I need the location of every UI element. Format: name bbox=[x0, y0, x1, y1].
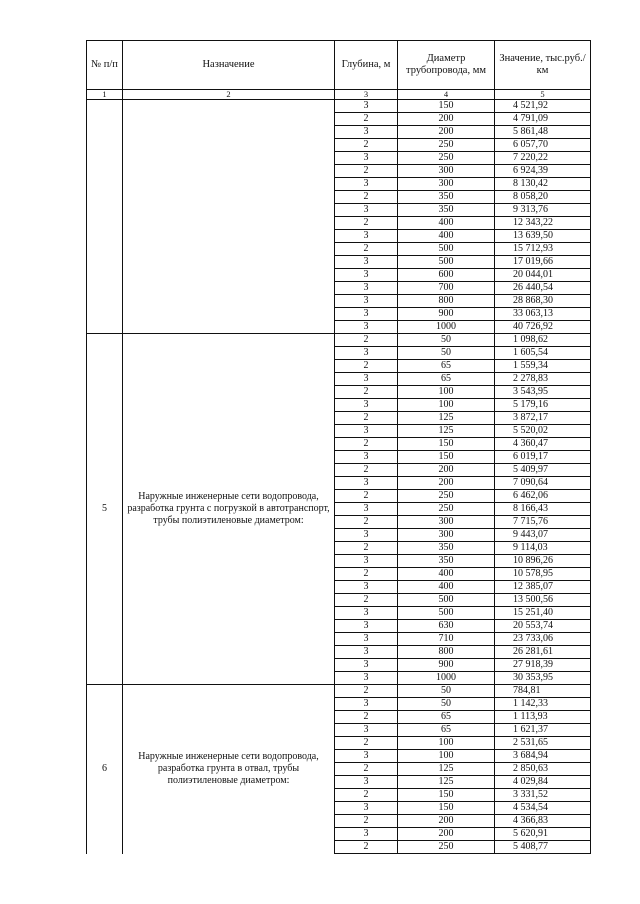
depth-cell: 2 bbox=[335, 243, 398, 256]
diameter-cell: 200 bbox=[398, 828, 495, 841]
depth-cell: 2 bbox=[335, 113, 398, 126]
depth-cell: 3 bbox=[335, 724, 398, 737]
depth-cell: 3 bbox=[335, 100, 398, 113]
depth-cell: 2 bbox=[335, 360, 398, 373]
value-cell: 2 850,63 bbox=[495, 763, 591, 776]
depth-cell: 3 bbox=[335, 828, 398, 841]
diameter-cell: 125 bbox=[398, 425, 495, 438]
depth-cell: 3 bbox=[335, 256, 398, 269]
value-cell: 4 521,92 bbox=[495, 100, 591, 113]
depth-cell: 3 bbox=[335, 581, 398, 594]
value-cell: 1 605,54 bbox=[495, 347, 591, 360]
diameter-cell: 200 bbox=[398, 477, 495, 490]
depth-cell: 3 bbox=[335, 152, 398, 165]
value-cell: 1 113,93 bbox=[495, 711, 591, 724]
diameter-cell: 200 bbox=[398, 126, 495, 139]
diameter-cell: 50 bbox=[398, 698, 495, 711]
diameter-cell: 900 bbox=[398, 659, 495, 672]
value-cell: 4 360,47 bbox=[495, 438, 591, 451]
value-cell: 8 130,42 bbox=[495, 178, 591, 191]
value-cell: 3 331,52 bbox=[495, 789, 591, 802]
col-number: 4 bbox=[398, 90, 495, 100]
depth-cell: 3 bbox=[335, 204, 398, 217]
col-number: 3 bbox=[335, 90, 398, 100]
depth-cell: 3 bbox=[335, 503, 398, 516]
value-cell: 7 090,64 bbox=[495, 477, 591, 490]
depth-cell: 3 bbox=[335, 347, 398, 360]
diameter-cell: 125 bbox=[398, 412, 495, 425]
value-cell: 7 715,76 bbox=[495, 516, 591, 529]
value-cell: 5 520,02 bbox=[495, 425, 591, 438]
column-number-row bbox=[87, 90, 591, 100]
value-cell: 4 791,09 bbox=[495, 113, 591, 126]
diameter-cell: 65 bbox=[398, 360, 495, 373]
depth-cell: 3 bbox=[335, 451, 398, 464]
diameter-cell: 350 bbox=[398, 555, 495, 568]
header-purpose: Назначение bbox=[123, 41, 335, 90]
depth-cell: 2 bbox=[335, 386, 398, 399]
value-cell: 10 896,26 bbox=[495, 555, 591, 568]
value-cell: 4 029,84 bbox=[495, 776, 591, 789]
diameter-cell: 200 bbox=[398, 113, 495, 126]
diameter-cell: 400 bbox=[398, 217, 495, 230]
diameter-cell: 100 bbox=[398, 399, 495, 412]
value-cell: 23 733,06 bbox=[495, 633, 591, 646]
depth-cell: 2 bbox=[335, 139, 398, 152]
value-cell: 17 019,66 bbox=[495, 256, 591, 269]
diameter-cell: 1000 bbox=[398, 321, 495, 334]
diameter-cell: 50 bbox=[398, 685, 495, 698]
value-cell: 10 578,95 bbox=[495, 568, 591, 581]
value-cell: 5 861,48 bbox=[495, 126, 591, 139]
diameter-cell: 500 bbox=[398, 607, 495, 620]
value-cell: 30 353,95 bbox=[495, 672, 591, 685]
table-row bbox=[87, 685, 591, 698]
depth-cell: 3 bbox=[335, 659, 398, 672]
value-cell: 26 281,61 bbox=[495, 646, 591, 659]
value-cell: 13 639,50 bbox=[495, 230, 591, 243]
diameter-cell: 200 bbox=[398, 464, 495, 477]
value-cell: 3 872,17 bbox=[495, 412, 591, 425]
diameter-cell: 150 bbox=[398, 438, 495, 451]
depth-cell: 2 bbox=[335, 217, 398, 230]
diameter-cell: 710 bbox=[398, 633, 495, 646]
depth-cell: 2 bbox=[335, 191, 398, 204]
diameter-cell: 700 bbox=[398, 282, 495, 295]
diameter-cell: 1000 bbox=[398, 672, 495, 685]
depth-cell: 2 bbox=[335, 334, 398, 347]
diameter-cell: 350 bbox=[398, 542, 495, 555]
depth-cell: 2 bbox=[335, 685, 398, 698]
header-depth: Глубина, м bbox=[335, 41, 398, 90]
depth-cell: 3 bbox=[335, 672, 398, 685]
value-cell: 20 553,74 bbox=[495, 620, 591, 633]
diameter-cell: 300 bbox=[398, 178, 495, 191]
value-cell: 784,81 bbox=[495, 685, 591, 698]
diameter-cell: 250 bbox=[398, 490, 495, 503]
diameter-cell: 200 bbox=[398, 815, 495, 828]
diameter-cell: 600 bbox=[398, 269, 495, 282]
value-cell: 1 142,33 bbox=[495, 698, 591, 711]
row-number: 5 bbox=[87, 334, 123, 685]
value-cell: 27 918,39 bbox=[495, 659, 591, 672]
depth-cell: 3 bbox=[335, 802, 398, 815]
depth-cell: 3 bbox=[335, 555, 398, 568]
value-cell: 20 044,01 bbox=[495, 269, 591, 282]
header-row bbox=[87, 41, 591, 90]
diameter-cell: 500 bbox=[398, 256, 495, 269]
row-number bbox=[87, 100, 123, 334]
depth-cell: 3 bbox=[335, 646, 398, 659]
value-cell: 3 543,95 bbox=[495, 386, 591, 399]
depth-cell: 3 bbox=[335, 269, 398, 282]
depth-cell: 3 bbox=[335, 230, 398, 243]
diameter-cell: 65 bbox=[398, 373, 495, 386]
depth-cell: 2 bbox=[335, 763, 398, 776]
value-cell: 8 166,43 bbox=[495, 503, 591, 516]
value-cell: 40 726,92 bbox=[495, 321, 591, 334]
diameter-cell: 300 bbox=[398, 529, 495, 542]
value-cell: 1 559,34 bbox=[495, 360, 591, 373]
value-cell: 6 019,17 bbox=[495, 451, 591, 464]
depth-cell: 3 bbox=[335, 282, 398, 295]
table-row bbox=[87, 100, 591, 113]
diameter-cell: 350 bbox=[398, 191, 495, 204]
depth-cell: 2 bbox=[335, 490, 398, 503]
depth-cell: 3 bbox=[335, 477, 398, 490]
value-cell: 28 868,30 bbox=[495, 295, 591, 308]
depth-cell: 3 bbox=[335, 633, 398, 646]
value-cell: 7 220,22 bbox=[495, 152, 591, 165]
diameter-cell: 250 bbox=[398, 152, 495, 165]
diameter-cell: 800 bbox=[398, 646, 495, 659]
depth-cell: 2 bbox=[335, 815, 398, 828]
depth-cell: 3 bbox=[335, 295, 398, 308]
value-cell: 26 440,54 bbox=[495, 282, 591, 295]
diameter-cell: 350 bbox=[398, 204, 495, 217]
diameter-cell: 400 bbox=[398, 230, 495, 243]
value-cell: 15 251,40 bbox=[495, 607, 591, 620]
diameter-cell: 50 bbox=[398, 347, 495, 360]
value-cell: 1 098,62 bbox=[495, 334, 591, 347]
value-cell: 15 712,93 bbox=[495, 243, 591, 256]
header-num: № п/п bbox=[87, 41, 123, 90]
diameter-cell: 250 bbox=[398, 841, 495, 854]
value-cell: 12 385,07 bbox=[495, 581, 591, 594]
depth-cell: 3 bbox=[335, 126, 398, 139]
diameter-cell: 300 bbox=[398, 516, 495, 529]
value-cell: 9 114,03 bbox=[495, 542, 591, 555]
document-sheet bbox=[86, 40, 590, 854]
depth-cell: 2 bbox=[335, 737, 398, 750]
diameter-cell: 125 bbox=[398, 776, 495, 789]
col-number: 2 bbox=[123, 90, 335, 100]
col-number: 5 bbox=[495, 90, 591, 100]
depth-cell: 2 bbox=[335, 594, 398, 607]
value-cell: 2 531,65 bbox=[495, 737, 591, 750]
diameter-cell: 150 bbox=[398, 100, 495, 113]
diameter-cell: 100 bbox=[398, 737, 495, 750]
value-cell: 8 058,20 bbox=[495, 191, 591, 204]
diameter-cell: 900 bbox=[398, 308, 495, 321]
depth-cell: 3 bbox=[335, 399, 398, 412]
depth-cell: 2 bbox=[335, 711, 398, 724]
depth-cell: 3 bbox=[335, 321, 398, 334]
value-cell: 6 462,06 bbox=[495, 490, 591, 503]
purpose-cell: Наружные инженерные сети водопровода, разработка грунта в отвал, трубы полиэтиленовые диаметром: bbox=[123, 685, 335, 854]
depth-cell: 2 bbox=[335, 165, 398, 178]
diameter-cell: 50 bbox=[398, 334, 495, 347]
cost-table bbox=[86, 40, 591, 854]
value-cell: 13 500,56 bbox=[495, 594, 591, 607]
diameter-cell: 500 bbox=[398, 594, 495, 607]
diameter-cell: 65 bbox=[398, 724, 495, 737]
value-cell: 9 313,76 bbox=[495, 204, 591, 217]
table-body bbox=[87, 100, 591, 854]
diameter-cell: 800 bbox=[398, 295, 495, 308]
header-diameter: Диаметр трубопровода, мм bbox=[398, 41, 495, 90]
depth-cell: 3 bbox=[335, 529, 398, 542]
value-cell: 9 443,07 bbox=[495, 529, 591, 542]
diameter-cell: 630 bbox=[398, 620, 495, 633]
depth-cell: 2 bbox=[335, 542, 398, 555]
value-cell: 2 278,83 bbox=[495, 373, 591, 386]
value-cell: 5 179,16 bbox=[495, 399, 591, 412]
depth-cell: 3 bbox=[335, 750, 398, 763]
depth-cell: 2 bbox=[335, 789, 398, 802]
diameter-cell: 125 bbox=[398, 763, 495, 776]
value-cell: 6 924,39 bbox=[495, 165, 591, 178]
depth-cell: 3 bbox=[335, 620, 398, 633]
row-number: 6 bbox=[87, 685, 123, 854]
diameter-cell: 150 bbox=[398, 451, 495, 464]
diameter-cell: 500 bbox=[398, 243, 495, 256]
depth-cell: 3 bbox=[335, 776, 398, 789]
diameter-cell: 400 bbox=[398, 568, 495, 581]
depth-cell: 2 bbox=[335, 841, 398, 854]
value-cell: 33 063,13 bbox=[495, 308, 591, 321]
col-number: 1 bbox=[87, 90, 123, 100]
value-cell: 5 620,91 bbox=[495, 828, 591, 841]
diameter-cell: 250 bbox=[398, 503, 495, 516]
depth-cell: 2 bbox=[335, 438, 398, 451]
depth-cell: 2 bbox=[335, 568, 398, 581]
depth-cell: 3 bbox=[335, 607, 398, 620]
value-cell: 5 408,77 bbox=[495, 841, 591, 854]
value-cell: 1 621,37 bbox=[495, 724, 591, 737]
diameter-cell: 150 bbox=[398, 802, 495, 815]
depth-cell: 3 bbox=[335, 308, 398, 321]
header-value: Значение, тыс.руб./км bbox=[495, 41, 591, 90]
value-cell: 5 409,97 bbox=[495, 464, 591, 477]
depth-cell: 3 bbox=[335, 178, 398, 191]
depth-cell: 3 bbox=[335, 698, 398, 711]
diameter-cell: 300 bbox=[398, 165, 495, 178]
depth-cell: 2 bbox=[335, 516, 398, 529]
table-row bbox=[87, 334, 591, 347]
diameter-cell: 100 bbox=[398, 750, 495, 763]
value-cell: 3 684,94 bbox=[495, 750, 591, 763]
diameter-cell: 150 bbox=[398, 789, 495, 802]
diameter-cell: 100 bbox=[398, 386, 495, 399]
depth-cell: 3 bbox=[335, 373, 398, 386]
depth-cell: 3 bbox=[335, 425, 398, 438]
purpose-cell bbox=[123, 100, 335, 334]
value-cell: 4 366,83 bbox=[495, 815, 591, 828]
value-cell: 4 534,54 bbox=[495, 802, 591, 815]
purpose-cell: Наружные инженерные сети водопровода, разработка грунта с погрузкой в автотранспорт, трубы полиэтиленовые диаметром: bbox=[123, 334, 335, 685]
value-cell: 6 057,70 bbox=[495, 139, 591, 152]
diameter-cell: 400 bbox=[398, 581, 495, 594]
diameter-cell: 65 bbox=[398, 711, 495, 724]
value-cell: 12 343,22 bbox=[495, 217, 591, 230]
depth-cell: 2 bbox=[335, 464, 398, 477]
diameter-cell: 250 bbox=[398, 139, 495, 152]
depth-cell: 2 bbox=[335, 412, 398, 425]
